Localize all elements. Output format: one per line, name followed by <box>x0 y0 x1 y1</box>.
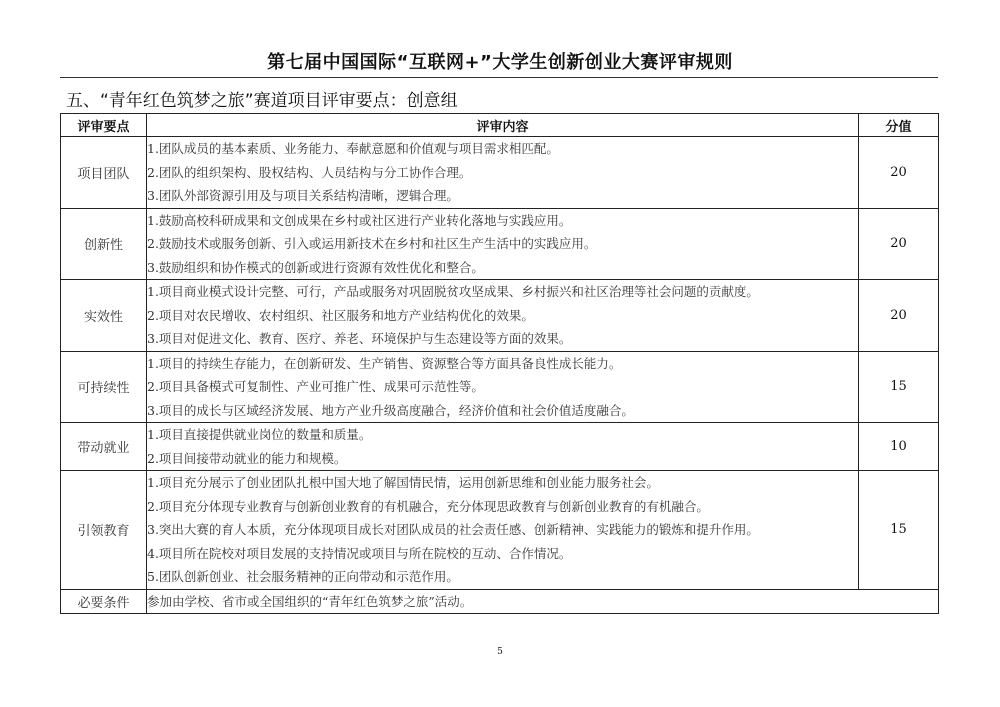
table-row <box>61 471 939 590</box>
content-item: 3.项目对促进文化、教育、医疗、养老、环境保护与生态建设等方面的效果。 <box>147 331 572 346</box>
content-item: 1.鼓励高校科研成果和文创成果在乡村或社区进行产业转化落地与实践应用。 <box>147 212 572 228</box>
content-item: 3.项目的成长与区域经济发展、地方产业升级高度融合，经济价值和社会价值适度融合。 <box>147 402 634 418</box>
section-title: 五、“青年红色筑梦之旅”赛道项目评审要点：创意组 <box>66 91 458 111</box>
content-item: 2.团队的组织架构、股权结构、人员结构与分工协作合理。 <box>147 164 472 180</box>
content-item: 3.突出大赛的育人本质，充分体现项目成长对团队成员的社会责任感、创新精神、实践能力的锻炼和提升作用。 <box>147 522 759 537</box>
title-divider <box>60 77 938 78</box>
document-title: 第七届中国国际“互联网+”大学生创新创业大赛评审规则 <box>267 52 733 73</box>
score-cell: 20 <box>859 280 939 352</box>
table-header-row <box>61 114 939 137</box>
header-score: 分值 <box>859 114 939 137</box>
evaluation-table <box>60 113 939 614</box>
table-row <box>61 423 939 471</box>
score-cell: 20 <box>859 137 939 209</box>
content-item: 2.项目充分体现专业教育与创新创业教育的有机融合，充分体现思政教育与创新创业教育的有机融合。 <box>147 498 709 514</box>
criterion-cell: 必要条件 <box>61 589 147 614</box>
content-item: 4.项目所在院校对项目发展的支持情况或项目与所在院校的互动、合作情况。 <box>147 545 572 561</box>
criterion-cell: 带动就业 <box>61 423 147 471</box>
score-cell: 10 <box>859 423 939 471</box>
criterion-cell: 项目团队 <box>61 137 147 209</box>
content-cell <box>147 351 859 423</box>
criterion-cell: 创新性 <box>61 208 147 280</box>
table-row <box>61 589 939 614</box>
content-item: 1.项目的持续生存能力，在创新研发、生产销售、资源整合等方面具备良性成长能力。 <box>147 355 622 371</box>
content-cell <box>147 471 859 590</box>
content-item: 2.项目具备模式可复制性、产业可推广性、成果可示范性等。 <box>147 379 484 394</box>
score-cell: 15 <box>859 471 939 590</box>
score-cell: 15 <box>859 351 939 423</box>
table-row <box>61 351 939 423</box>
header-criterion: 评审要点 <box>61 114 147 137</box>
content-item: 1.项目直接提供就业岗位的数量和质量。 <box>147 427 372 442</box>
table-row <box>61 208 939 280</box>
criterion-cell: 实效性 <box>61 280 147 352</box>
criterion-cell: 引领教育 <box>61 471 147 590</box>
content-item: 2.项目对农民增收、农村组织、社区服务和地方产业结构优化的效果。 <box>147 307 534 323</box>
content-item: 2.鼓励技术或服务创新、引入或运用新技术在乡村和社区生产生活中的实践应用。 <box>147 236 597 251</box>
table-row <box>61 280 939 352</box>
content-item: 1.项目商业模式设计完整、可行，产品或服务对巩固脱贫攻坚成果、乡村振兴和社区治理等社会问题的贡献度。 <box>147 284 759 299</box>
header-content: 评审内容 <box>147 114 859 137</box>
criterion-cell: 可持续性 <box>61 351 147 423</box>
content-item: 参加由学校、省市或全国组织的“青年红色筑梦之旅”活动。 <box>147 593 473 609</box>
content-item: 3.团队外部资源引用及与项目关系结构清晰，逻辑合理。 <box>147 188 459 203</box>
table-row <box>61 137 939 209</box>
content-item: 1.团队成员的基本素质、业务能力、奉献意愿和价值观与项目需求相匹配。 <box>147 141 559 156</box>
content-item: 3.鼓励组织和协作模式的创新或进行资源有效性优化和整合。 <box>147 259 484 275</box>
content-cell <box>147 423 859 471</box>
content-item: 5.团队创新创业、社会服务精神的正向带动和示范作用。 <box>147 569 459 584</box>
page-number: 5 <box>497 647 503 657</box>
content-cell <box>147 589 939 614</box>
content-cell <box>147 137 859 209</box>
content-cell <box>147 208 859 280</box>
score-cell: 20 <box>859 208 939 280</box>
content-item: 1.项目充分展示了创业团队扎根中国大地了解国情民情，运用创新思维和创业能力服务社会。 <box>147 475 659 490</box>
content-cell <box>147 280 859 352</box>
content-item: 2.项目间接带动就业的能力和规模。 <box>147 450 347 466</box>
